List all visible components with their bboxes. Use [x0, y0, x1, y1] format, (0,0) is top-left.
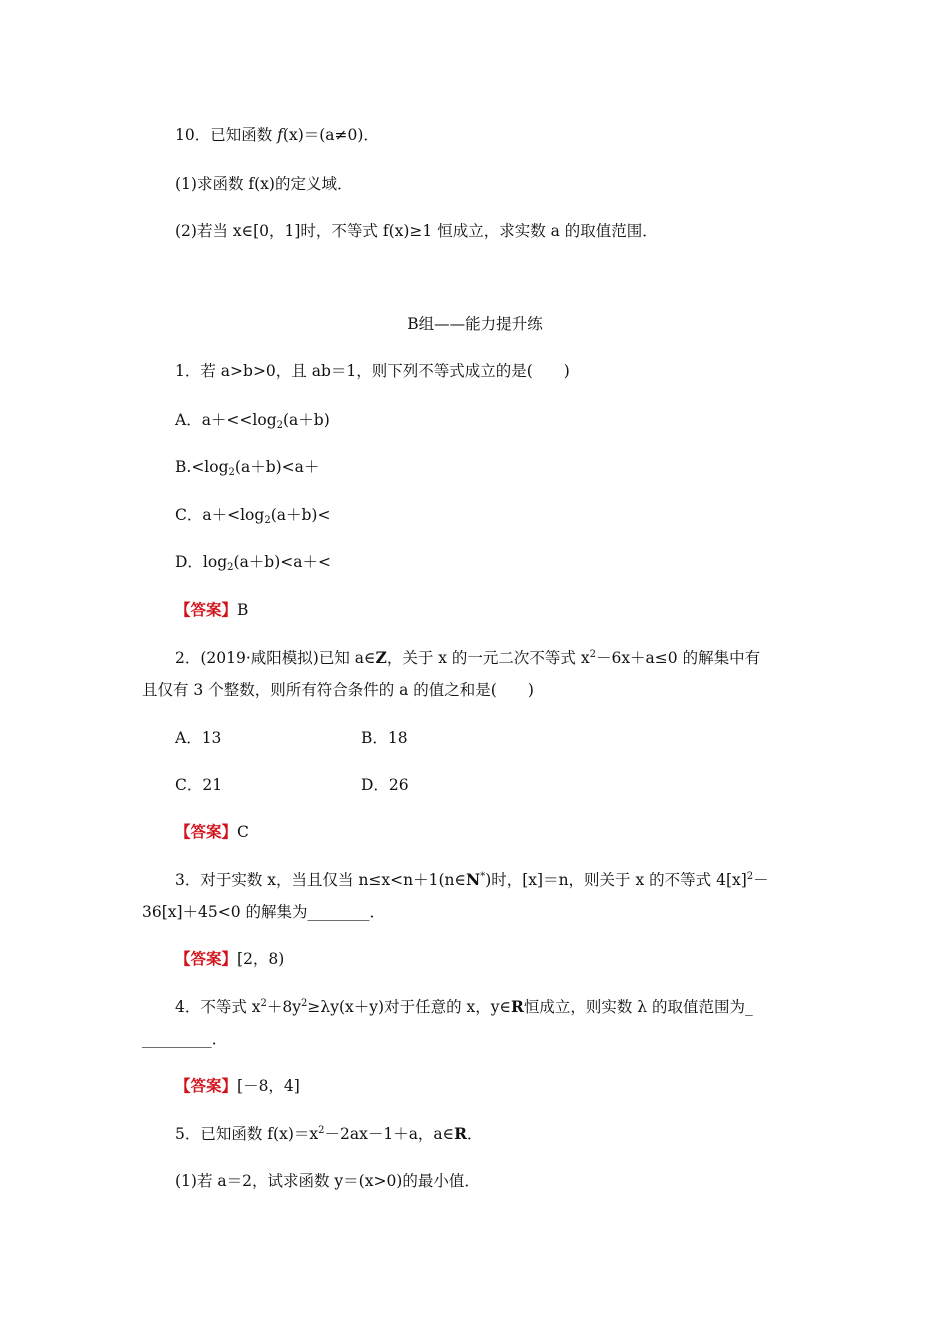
q2-line1-sup: 2	[589, 649, 596, 660]
q3-line2: 36[x]＋45<0 的解集为________．	[142, 903, 386, 921]
q5-real-set: R	[454, 1124, 468, 1143]
q5-stem-b: －2ax－1＋a，a∈	[324, 1125, 455, 1143]
q1-option-d-sub: 2	[227, 562, 234, 573]
q5-part1: (1)若 a＝2，试求函数 y＝(x>0)的最小值．	[175, 1172, 480, 1190]
q3-answer-value: [2，8)	[237, 950, 285, 968]
q10-stem-func: f	[277, 126, 283, 144]
q3-answer-tag: 【答案】	[175, 950, 238, 968]
q10-part2: (2)若当 x∈[0，1]时，不等式 f(x)≥1 恒成立，求实数 a 的取值范围．	[175, 222, 658, 240]
q3-line1-b: )时，[x]＝n，则关于 x 的不等式 4[x]	[485, 871, 747, 889]
q1-option-c	[175, 505, 330, 525]
q2-line1-c: －6x＋a≤0 的解集中有	[595, 649, 761, 667]
q3-line1	[175, 870, 769, 890]
q5-stem-c: ．	[467, 1125, 483, 1143]
q4-line1	[175, 997, 753, 1017]
q1-option-a-text: A．a＋<<log	[175, 411, 277, 429]
q4-real-set: R	[510, 997, 524, 1016]
q3-line1-sup: *	[480, 871, 486, 882]
q1-option-a-sub: 2	[276, 420, 283, 431]
q3-line1-a: 3．对于实数 x，当且仅当 n≤x<n＋1(n∈	[175, 871, 467, 889]
q2-line1-b: ，关于 x 的一元二次不等式 x	[386, 649, 590, 667]
q5-stem-a: 5．已知函数 f(x)＝x	[175, 1125, 319, 1143]
q4-line2: _________．	[142, 1030, 228, 1048]
q4-line1-sup2: 2	[301, 998, 308, 1009]
q10-stem-rest: (x)＝(a≠0)．	[282, 126, 379, 144]
q2-option-a: A．13	[175, 729, 222, 747]
q2-answer-tag: 【答案】	[175, 823, 238, 841]
q2-option-d: D．26	[361, 776, 409, 794]
q2-answer-value: C	[237, 823, 249, 841]
q1-option-b-text: B.<log	[175, 458, 229, 476]
q1-option-d-text: D．log	[175, 553, 228, 571]
q10-stem-prefix: 10．已知函数	[175, 126, 278, 144]
q1-stem: 1．若 a>b>0，且 ab＝1，则下列不等式成立的是( )	[175, 362, 570, 380]
q10-part1: (1)求函数 f(x)的定义域．	[175, 175, 353, 193]
q10-stem	[175, 125, 379, 145]
q3-natural-set: N	[466, 870, 481, 889]
q1-answer	[175, 600, 248, 620]
q2-line2: 且仅有 3 个整数，则所有符合条件的 a 的值之和是( )	[142, 681, 534, 699]
q3-line1-sup2: 2	[746, 871, 754, 882]
q4-line1-sup: 2	[260, 998, 267, 1009]
q1-option-a-tail: (a＋b)	[283, 411, 330, 429]
q1-option-b-tail: (a＋b)<a＋	[234, 458, 320, 476]
q1-option-d-tail: (a＋b)<a＋<	[233, 553, 331, 571]
q2-option-b: B．18	[361, 729, 408, 747]
q3-line1-c: －	[753, 871, 769, 889]
q1-answer-tag: 【答案】	[175, 601, 238, 619]
q4-line1-b: ＋8y	[266, 998, 302, 1016]
section-title: B组——能力提升练	[407, 315, 543, 333]
q3-answer	[175, 949, 284, 969]
q2-line1-a: 2．(2019·咸阳模拟)已知 a∈	[175, 649, 376, 667]
q4-line1-a: 4．不等式 x	[175, 998, 261, 1016]
q5-stem-sup: 2	[318, 1125, 325, 1136]
q4-answer	[175, 1076, 300, 1096]
q1-answer-value: B	[237, 601, 249, 619]
q1-option-b	[175, 457, 319, 477]
q2-integer-set: Z	[375, 648, 387, 667]
q1-option-c-tail: (a＋b)<	[270, 506, 331, 524]
q2-line1	[175, 648, 760, 668]
q4-answer-value: [－8，4]	[237, 1077, 300, 1095]
q1-option-d	[175, 552, 331, 572]
q1-option-a	[175, 410, 330, 430]
q1-option-b-sub: 2	[228, 467, 235, 478]
q4-line1-c: ≥λy(x＋y)对于任意的 x，y∈	[307, 998, 511, 1016]
q2-option-c: C．21	[175, 776, 223, 794]
q1-option-c-sub: 2	[264, 515, 271, 526]
q2-answer	[175, 822, 249, 842]
q5-stem	[175, 1124, 483, 1144]
q1-option-c-text: C．a＋<log	[175, 506, 265, 524]
q4-answer-tag: 【答案】	[175, 1077, 238, 1095]
q4-line1-d: 恒成立，则实数 λ 的取值范围为_	[523, 998, 753, 1016]
